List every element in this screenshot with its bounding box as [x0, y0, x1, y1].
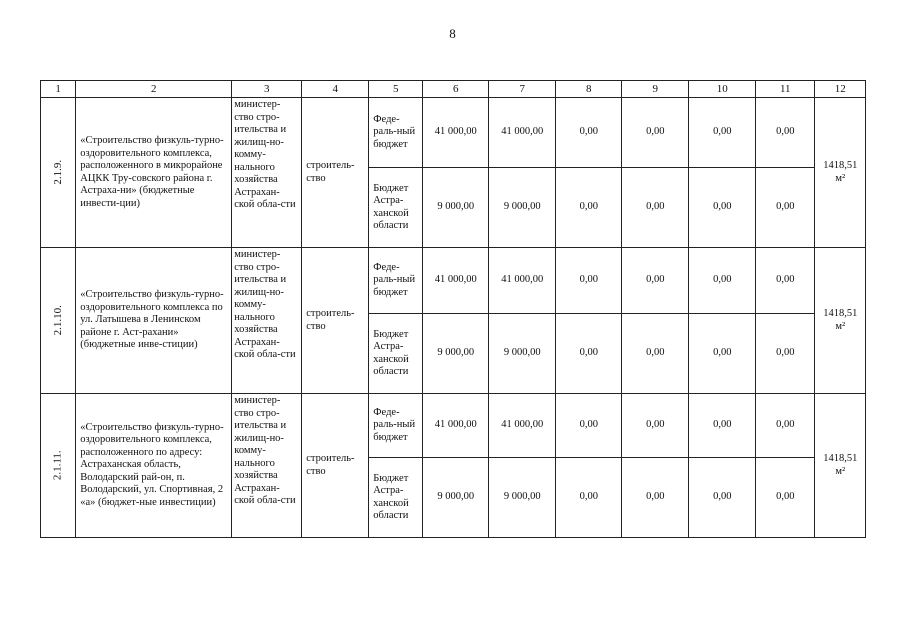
- column-header: 5: [369, 81, 423, 98]
- item-number: 2.1.11.: [51, 450, 64, 480]
- responsible-org: министер-ство стро-ительства и жилищ-но-комму-нального хозяйства Астрахан-ской обла-сти: [232, 98, 302, 248]
- value-cell: 0,00: [689, 394, 756, 458]
- project-name: «Строительство физкуль-турно-оздоровительного комплекса, расположенного по адресу: Астраханская область, Володарский рай-он, п. Володарский, ул. Спортивная, 2 «а» (бюджет-ные инвестиции): [76, 394, 232, 538]
- table-row: [41, 98, 866, 168]
- item-number: 2.1.9.: [51, 159, 64, 185]
- project-category: строитель-ство: [302, 394, 369, 538]
- table-row: [41, 394, 866, 458]
- funding-source: Бюджет Астра-ханской области: [369, 458, 423, 538]
- value-cell: 0,00: [622, 168, 689, 248]
- value-cell: 0,00: [756, 248, 815, 314]
- area-value: 1418,51 м²: [815, 98, 866, 248]
- area-value: 1418,51 м²: [815, 248, 866, 394]
- project-category: строитель-ство: [302, 248, 369, 394]
- page-number: 8: [449, 26, 456, 41]
- area-value: 1418,51 м²: [815, 394, 866, 538]
- value-cell: 0,00: [756, 458, 815, 538]
- value-cell: 0,00: [689, 248, 756, 314]
- value-cell: 0,00: [622, 314, 689, 394]
- funding-source: Феде-раль-ный бюджет: [369, 248, 423, 314]
- column-header: 4: [302, 81, 369, 98]
- value-cell: 0,00: [556, 458, 622, 538]
- column-header: 1: [41, 81, 76, 98]
- value-cell: 0,00: [556, 98, 622, 168]
- item-number-cell: [41, 248, 76, 394]
- value-cell: 0,00: [622, 394, 689, 458]
- column-header: 9: [622, 81, 689, 98]
- value-cell: 0,00: [689, 458, 756, 538]
- value-cell: 0,00: [556, 394, 622, 458]
- value-cell: 0,00: [689, 168, 756, 248]
- value-cell: 0,00: [556, 168, 622, 248]
- project-category: строитель-ство: [302, 98, 369, 248]
- value-cell: 0,00: [556, 248, 622, 314]
- item-number: 2.1.10.: [51, 304, 64, 336]
- column-header: 8: [556, 81, 622, 98]
- responsible-org: министер-ство стро-ительства и жилищ-но-комму-нального хозяйства Астрахан-ской обла-сти: [232, 394, 302, 538]
- project-name: «Строительство физкуль-турно-оздоровительного комплекса по ул. Латышева в Ленинском районе г. Аст-рахани» (бюджетные инве-стиции): [76, 248, 232, 394]
- value-cell: 0,00: [556, 314, 622, 394]
- item-number-cell: [41, 394, 76, 538]
- column-header: 7: [489, 81, 556, 98]
- value-cell: 9 000,00: [489, 458, 556, 538]
- value-cell: 41 000,00: [423, 98, 489, 168]
- table-row: [41, 248, 866, 314]
- value-cell: 0,00: [622, 458, 689, 538]
- value-cell: 41 000,00: [423, 394, 489, 458]
- project-name: «Строительство физкуль-турно-оздоровительного комплекса, расположенного в микрорайоне АЦКК Тру-совского района г. Астраха-ни» (бюджетные инвести-ции): [76, 98, 232, 248]
- value-cell: 0,00: [756, 98, 815, 168]
- responsible-org: министер-ство стро-ительства и жилищ-но-комму-нального хозяйства Астрахан-ской обла-сти: [232, 248, 302, 394]
- value-cell: 0,00: [756, 394, 815, 458]
- column-header: 11: [756, 81, 815, 98]
- value-cell: 0,00: [622, 248, 689, 314]
- value-cell: 41 000,00: [489, 248, 556, 314]
- value-cell: 9 000,00: [423, 168, 489, 248]
- value-cell: 0,00: [756, 314, 815, 394]
- header-row: [41, 81, 866, 98]
- column-header: 3: [232, 81, 302, 98]
- column-header: 6: [423, 81, 489, 98]
- column-header: 12: [815, 81, 866, 98]
- value-cell: 41 000,00: [423, 248, 489, 314]
- funding-source: Феде-раль-ный бюджет: [369, 394, 423, 458]
- value-cell: 0,00: [622, 98, 689, 168]
- funding-source: Бюджет Астра-ханской области: [369, 168, 423, 248]
- value-cell: 9 000,00: [489, 168, 556, 248]
- budget-table: [40, 80, 866, 538]
- value-cell: 9 000,00: [423, 314, 489, 394]
- value-cell: 0,00: [689, 98, 756, 168]
- column-header: 2: [76, 81, 232, 98]
- value-cell: 9 000,00: [423, 458, 489, 538]
- value-cell: 0,00: [756, 168, 815, 248]
- value-cell: 0,00: [689, 314, 756, 394]
- value-cell: 41 000,00: [489, 394, 556, 458]
- funding-source: Бюджет Астра-ханской области: [369, 314, 423, 394]
- value-cell: 41 000,00: [489, 98, 556, 168]
- value-cell: 9 000,00: [489, 314, 556, 394]
- funding-source: Феде-раль-ный бюджет: [369, 98, 423, 168]
- item-number-cell: [41, 98, 76, 248]
- column-header: 10: [689, 81, 756, 98]
